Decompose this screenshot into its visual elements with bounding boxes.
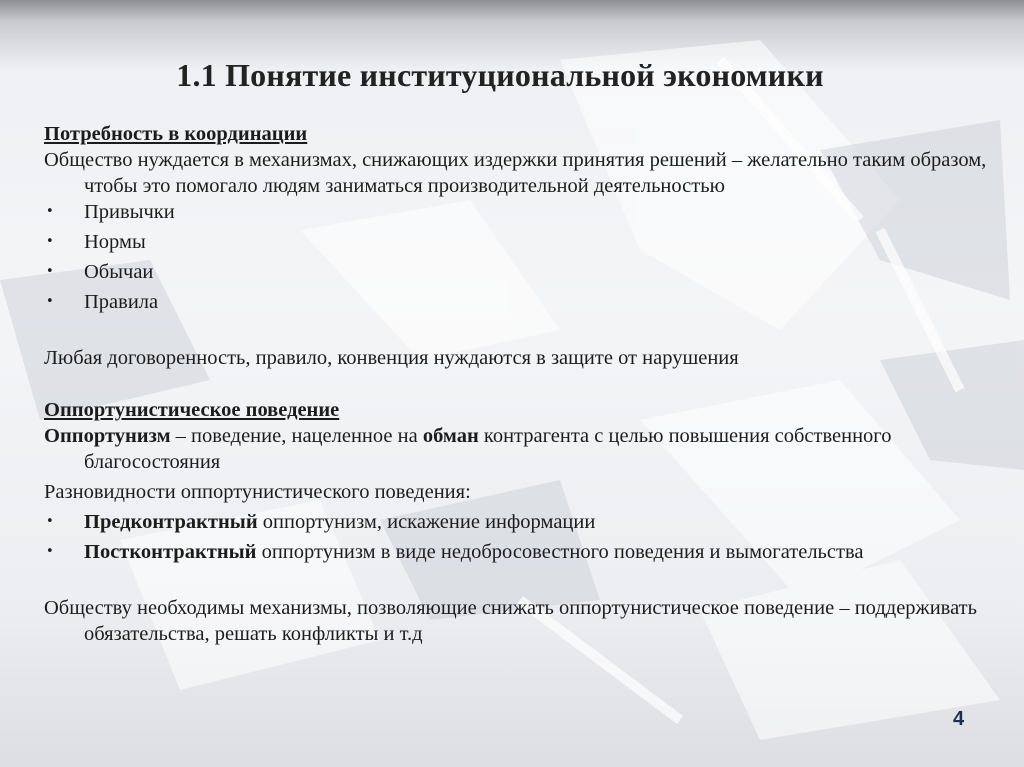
list-item: • Предконтрактный оппортунизм, искажение информации	[46, 511, 596, 533]
bullet-icon: •	[46, 294, 54, 309]
emphasis-deception: обман	[422, 425, 479, 447]
list-item: • Правила	[46, 291, 159, 313]
paragraph-coordination: Общество нуждается в механизмах, снижающих издержки принятия решений – желательно таким образом, чтобы это помогало людям заниматься производительной деятельностью	[44, 149, 987, 197]
term-opportunism: Оппортунизм	[44, 425, 171, 447]
bullet-icon: •	[46, 234, 54, 249]
list-item: • Привычки	[46, 201, 175, 223]
list-item: • Обычаи	[46, 261, 154, 283]
bullet-icon: •	[46, 204, 54, 219]
list-item: • Нормы	[46, 231, 146, 253]
definition-opportunism: Оппортунизм – поведение, нацеленное на обман контрагента с целью повышения собственного благосостояния	[44, 425, 892, 473]
kinds-label: Разновидности оппортунистического поведения:	[44, 481, 471, 503]
bullet-icon: •	[46, 544, 54, 559]
slide-title: 1.1 Понятие институциональной экономики	[176, 57, 824, 93]
conclusion: Обществу необходимы механизмы, позволяющие снижать оппортунистическое поведение – поддерживать обязательства, решать конфликты и т.д	[44, 597, 977, 645]
section-heading-coordination: Потребность в координации	[44, 123, 308, 145]
bullet-icon: •	[46, 264, 54, 279]
note-protection: Любая договоренность, правило, конвенция нуждаются в защите от нарушения	[44, 347, 739, 369]
bullet-icon: •	[46, 514, 54, 529]
page-number: 4	[953, 708, 965, 730]
list-item: • Постконтрактный оппортунизм в виде недобросовестного поведения и вымогательства	[46, 541, 864, 563]
section-heading-opportunism: Оппортунистическое поведение	[44, 399, 340, 421]
slide-content	[44, 121, 994, 647]
